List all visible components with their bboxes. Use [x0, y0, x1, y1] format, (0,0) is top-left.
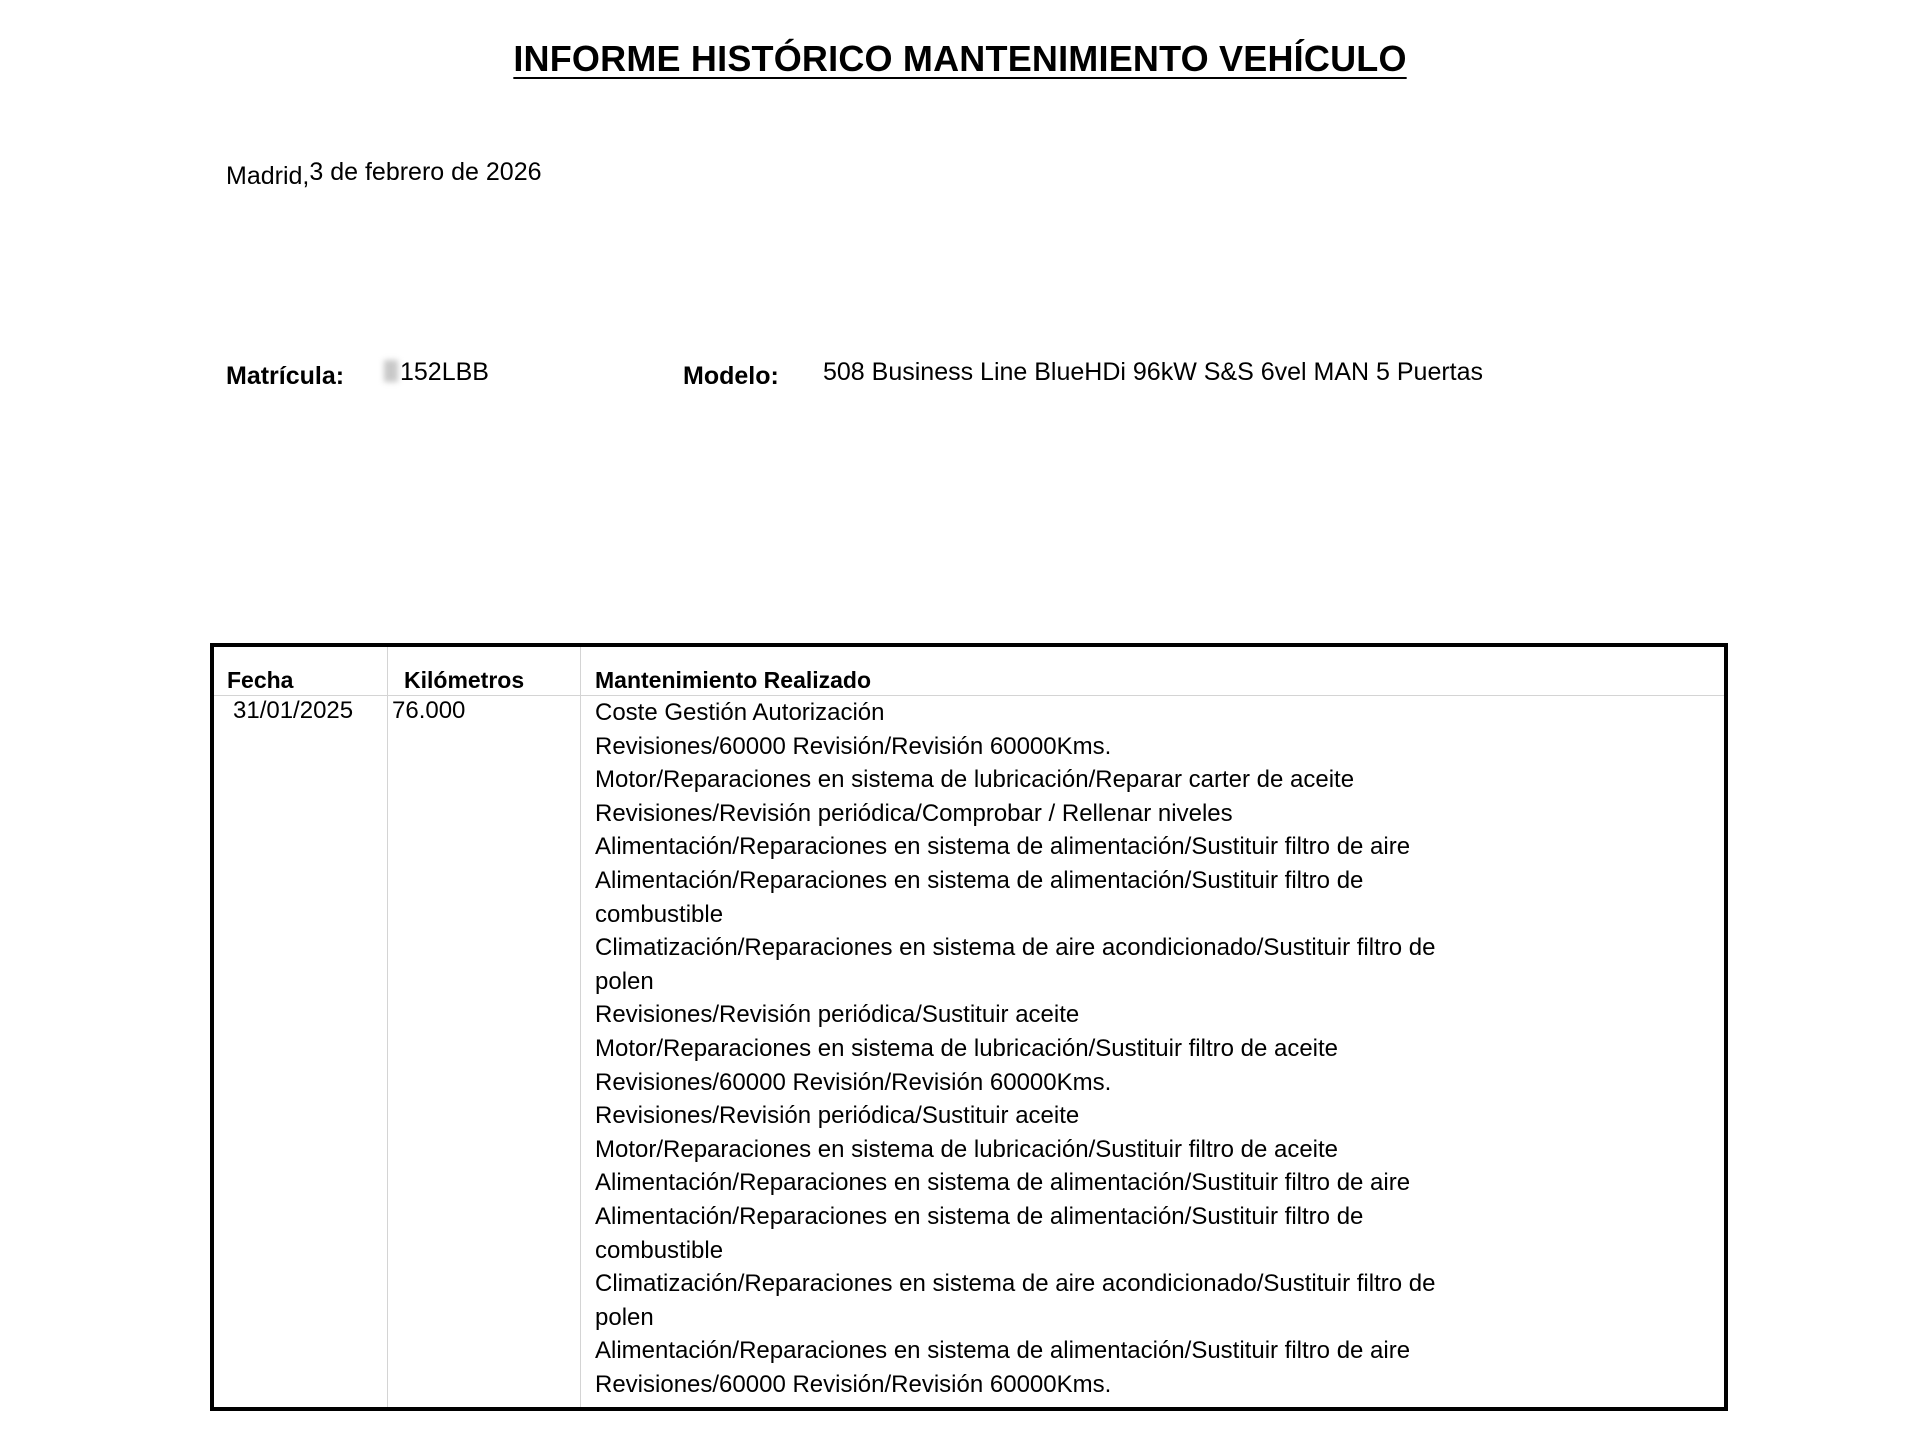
- maintenance-item: Motor/Reparaciones en sistema de lubricación/Sustituir filtro de aceite: [595, 1135, 1339, 1163]
- document-title: INFORME HISTÓRICO MANTENIMIENTO VEHÍCULO: [513, 38, 1407, 79]
- city-label: Madrid,: [226, 162, 310, 190]
- maintenance-item: Alimentación/Reparaciones en sistema de alimentación/Sustituir filtro de aire: [595, 833, 1411, 861]
- maintenance-item: Alimentación/Reparaciones en sistema de alimentación/Sustituir filtro de: [595, 1202, 1364, 1230]
- plate-value: 152LBB: [400, 358, 489, 386]
- maintenance-item: Revisiones/Revisión periódica/Comprobar / Rellenar niveles: [595, 799, 1233, 827]
- maintenance-item: Climatización/Reparaciones en sistema de aire acondicionado/Sustituir filtro de: [595, 934, 1436, 962]
- maintenance-item: Coste Gestión Autorización: [595, 699, 885, 726]
- maintenance-item: polen: [595, 967, 654, 995]
- maintenance-item: Revisiones/60000 Revisión/Revisión 60000Kms.: [595, 732, 1112, 760]
- model-value: 508 Business Line BlueHDi 96kW S&S 6vel MAN 5 Puertas: [823, 358, 1484, 386]
- header-km: Kilómetros: [404, 667, 525, 693]
- maintenance-items-list: [595, 696, 1435, 1401]
- maintenance-item: combustible: [595, 900, 724, 928]
- report-date: 3 de febrero de 2026: [309, 158, 542, 186]
- model-label: Modelo:: [683, 362, 779, 390]
- plate-value-wrapper: [384, 358, 489, 387]
- row-km: 76.000: [392, 697, 466, 724]
- maintenance-item: combustible: [595, 1236, 724, 1264]
- maintenance-item: polen: [595, 1303, 654, 1331]
- maintenance-item: Motor/Reparaciones en sistema de lubricación/Sustituir filtro de aceite: [595, 1034, 1339, 1062]
- maintenance-item: Revisiones/60000 Revisión/Revisión 60000Kms.: [595, 1370, 1112, 1398]
- maintenance-item: Alimentación/Reparaciones en sistema de alimentación/Sustituir filtro de aire: [595, 1337, 1411, 1365]
- header-date: Fecha: [227, 667, 294, 693]
- redacted-mark: [384, 360, 398, 382]
- maintenance-item: Motor/Reparaciones en sistema de lubricación/Reparar carter de aceite: [595, 766, 1355, 794]
- plate-label: Matrícula:: [226, 362, 345, 390]
- row-date: 31/01/2025: [233, 697, 354, 724]
- column-divider: [387, 647, 388, 1407]
- maintenance-item: Revisiones/60000 Revisión/Revisión 60000Kms.: [595, 1068, 1112, 1096]
- column-divider: [580, 647, 581, 1407]
- maintenance-item: Climatización/Reparaciones en sistema de aire acondicionado/Sustituir filtro de: [595, 1270, 1436, 1298]
- maintenance-item: Alimentación/Reparaciones en sistema de alimentación/Sustituir filtro de aire: [595, 1169, 1411, 1197]
- maintenance-item: Revisiones/Revisión periódica/Sustituir aceite: [595, 1102, 1080, 1130]
- maintenance-table: [210, 643, 1728, 1411]
- place-date-line: [226, 158, 542, 190]
- maintenance-item: Revisiones/Revisión periódica/Sustituir aceite: [595, 1001, 1080, 1029]
- maintenance-item: Alimentación/Reparaciones en sistema de alimentación/Sustituir filtro de: [595, 866, 1364, 894]
- header-maintenance: Mantenimiento Realizado: [595, 667, 872, 693]
